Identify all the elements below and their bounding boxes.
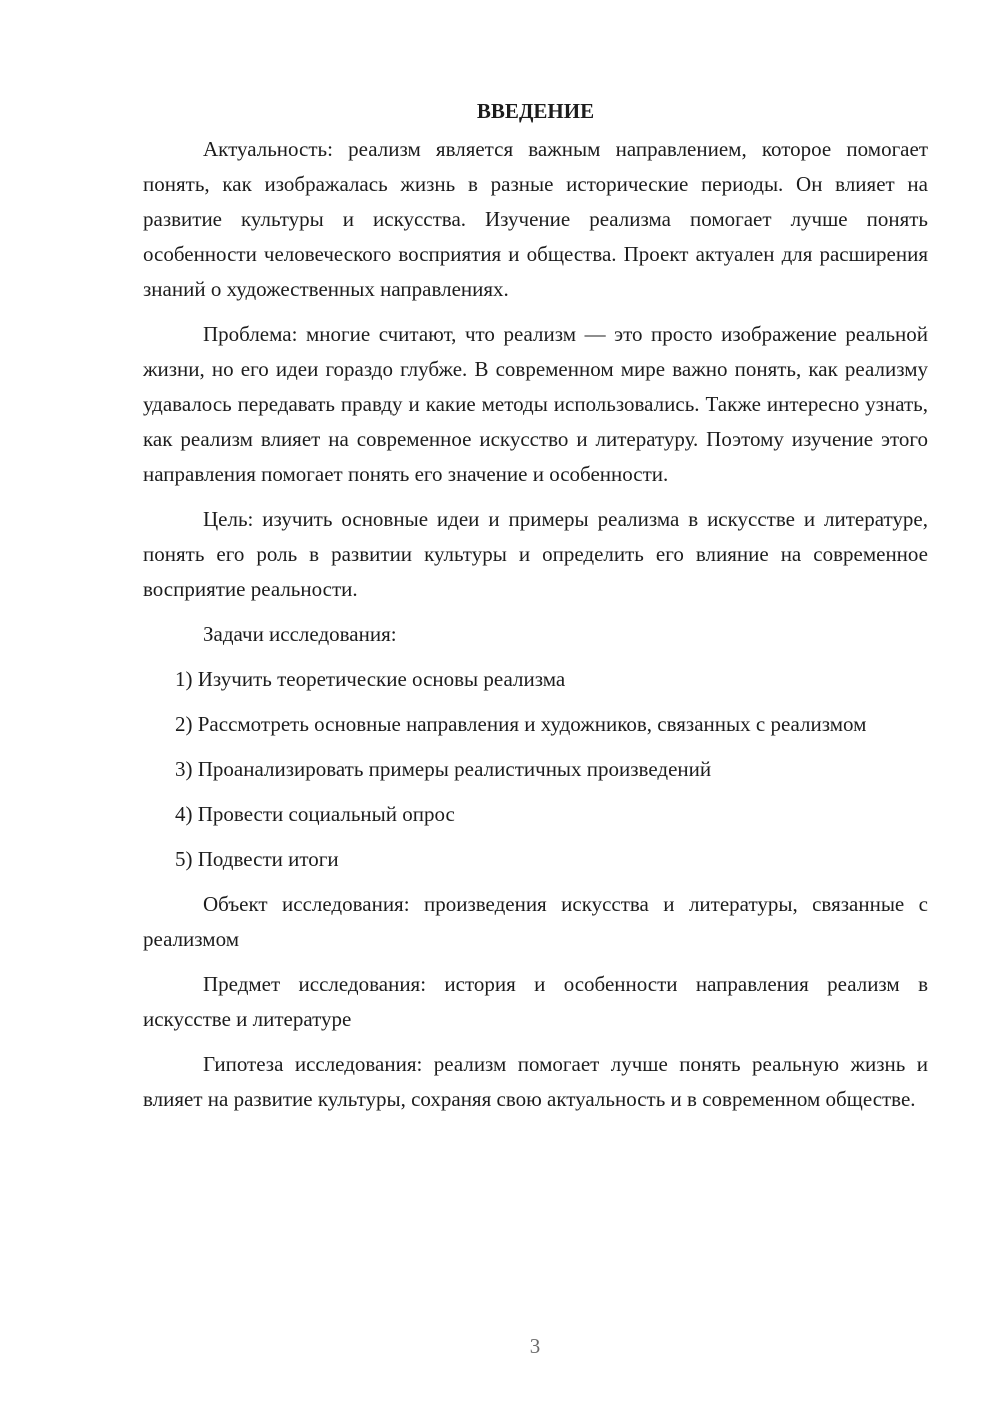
subject-paragraph: Предмет исследования: история и особенности направления реализм в искусстве и литературе <box>143 972 928 1031</box>
document-page <box>143 96 928 1127</box>
list-item: 1) Изучить теоретические основы реализма <box>175 667 566 691</box>
relevance-paragraph: Актуальность: реализм является важным направлением, которое помогает понять, как изображалась жизнь в разные исторические периоды. Он влияет на развитие культуры и искусства. Изучение реализма помогает лучше понять особенности человеческого восприятия и общества. Проект актуален для расширения знаний о художественных направлениях. <box>143 137 928 301</box>
list-item: 2) Рассмотреть основные направления и художников, связанных с реализмом <box>175 712 867 736</box>
problem-paragraph: Проблема: многие считают, что реализм — это просто изображение реальной жизни, но его идеи гораздо глубже. В современном мире важно понять, как реализму удавалось передавать правду и какие методы использовались. Также интересно узнать, как реализм влияет на современное искусство и литературу. Поэтому изучение этого направления помогает понять его значение и особенности. <box>143 322 928 486</box>
list-item: 4) Провести социальный опрос <box>175 802 455 826</box>
list-item: 3) Проанализировать примеры реалистичных произведений <box>175 757 712 781</box>
tasks-heading: Задачи исследования: <box>203 622 397 646</box>
object-paragraph: Объект исследования: произведения искусства и литературы, связанные с реализмом <box>143 892 928 951</box>
hypothesis-paragraph: Гипотеза исследования: реализм помогает лучше понять реальную жизнь и влияет на развитие культуры, сохраняя свою актуальность и в современном обществе. <box>143 1052 928 1111</box>
page-number: 3 <box>529 1334 541 1358</box>
goal-paragraph: Цель: изучить основные идеи и примеры реализма в искусстве и литературе, понять его роль в развитии культуры и определить его влияние на современное восприятие реальности. <box>143 507 928 601</box>
list-item: 5) Подвести итоги <box>175 847 339 871</box>
tasks-list <box>143 662 928 877</box>
page-title: ВВЕДЕНИЕ <box>476 99 595 123</box>
